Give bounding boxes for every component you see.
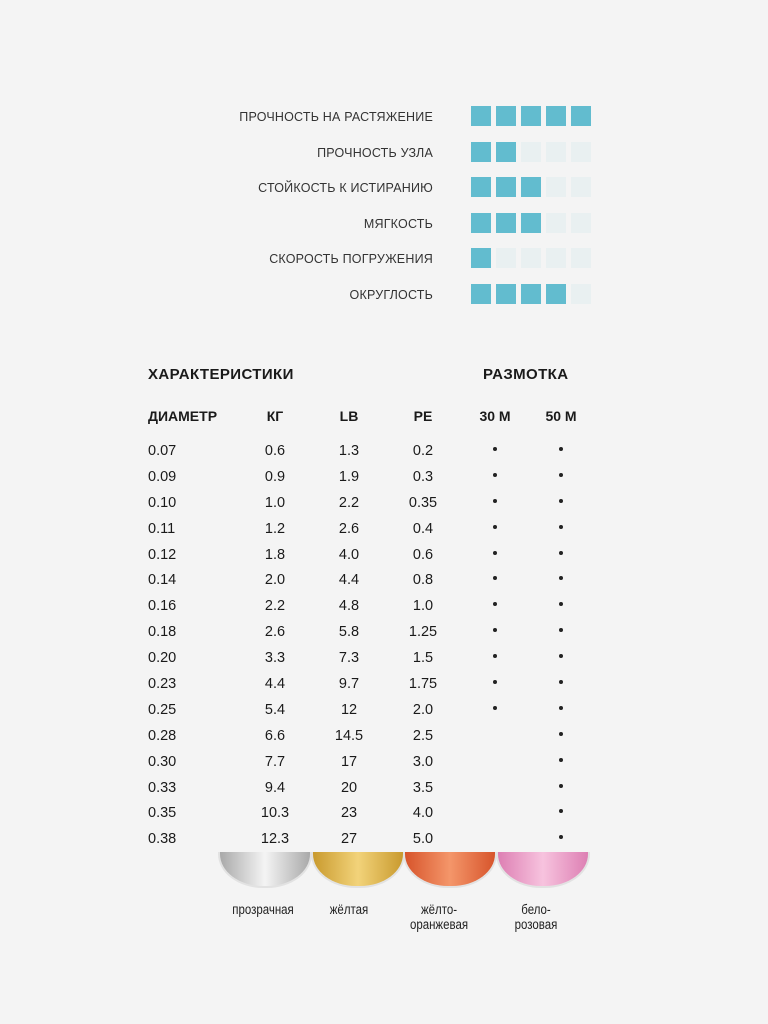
cell-lb-text: 17 (340, 753, 358, 770)
rating-squares (471, 284, 591, 304)
cell-pe-text: 1.75 (408, 676, 438, 693)
table-row (0, 622, 768, 648)
rating-square-empty (571, 142, 591, 162)
cell-lb-text: 20 (340, 779, 358, 796)
rating-row (0, 240, 768, 276)
cell-diameter: 0.38 (148, 831, 177, 848)
cell-kg-text: 10.3 (260, 805, 290, 822)
cell-kg-text: 5.4 (264, 701, 286, 718)
available-30m-dot (493, 551, 497, 555)
cell-kg-text: 1.2 (264, 520, 286, 537)
cell-kg-text: 1.0 (264, 494, 286, 511)
cell-pe-text: 0.2 (412, 443, 434, 459)
cell-diameter: 0.20 (148, 650, 177, 667)
table-row (0, 803, 768, 829)
ratings-panel (0, 98, 768, 311)
rating-square-filled (471, 213, 491, 233)
rating-square-filled (496, 106, 516, 126)
cell-diameter: 0.33 (148, 779, 177, 796)
spool-clear-swatch (218, 852, 312, 888)
cell-lb-text: 5.8 (338, 624, 360, 641)
cell-kg-text: 0.6 (264, 443, 286, 459)
cell-kg-text: 3.3 (264, 650, 286, 667)
table-row (0, 493, 768, 519)
available-50m-dot (559, 809, 563, 813)
spool-yellow-orange-swatch (403, 852, 497, 888)
cell-kg-text: 9.4 (264, 779, 286, 796)
rating-square-empty (546, 142, 566, 162)
cell-pe-text: 0.6 (412, 546, 434, 563)
cell-diameter: 0.35 (148, 805, 177, 822)
rating-label: СТОЙКОСТЬ К ИСТИРАНИЮ (258, 181, 433, 195)
cell-pe-text: 4.0 (412, 805, 434, 822)
cell-lb-text: 7.3 (338, 650, 360, 667)
rating-square-filled (571, 106, 591, 126)
rating-square-empty (546, 213, 566, 233)
rating-square-empty (571, 213, 591, 233)
rating-label: ОКРУГЛОСТЬ (349, 287, 433, 302)
cell-pe-text: 1.5 (412, 650, 434, 667)
available-30m-dot (493, 680, 497, 684)
rating-square-filled (521, 106, 541, 126)
table-row (0, 700, 768, 726)
cell-kg-text: 4.4 (264, 676, 286, 693)
rating-squares (471, 177, 591, 197)
cell-lb-text: 4.4 (338, 572, 360, 589)
available-50m-dot (559, 758, 563, 762)
spec-table (0, 441, 768, 855)
available-50m-dot (559, 473, 563, 477)
table-row (0, 519, 768, 545)
available-30m-dot (493, 654, 497, 658)
rating-square-filled (471, 284, 491, 304)
table-row (0, 752, 768, 778)
cell-diameter: 0.10 (148, 494, 177, 511)
available-30m-dot (493, 602, 497, 606)
rating-square-filled (546, 284, 566, 304)
rating-squares (471, 248, 591, 268)
col-header-50m-text: 50 М (545, 408, 577, 424)
available-50m-dot (559, 551, 563, 555)
available-30m-dot (493, 628, 497, 632)
cell-lb-text: 2.6 (338, 520, 360, 537)
available-50m-dot (559, 706, 563, 710)
cell-pe-text: 0.4 (412, 520, 434, 537)
cell-diameter: 0.14 (148, 572, 177, 589)
rating-row (0, 205, 768, 241)
cell-lb-text: 12 (340, 701, 358, 718)
cell-pe-text: 2.0 (412, 701, 434, 718)
rating-square-empty (571, 177, 591, 197)
col-header-diameter: ДИАМЕТР (148, 408, 218, 424)
rating-squares (471, 213, 591, 233)
spool-length-title: РАЗМОТКА (483, 366, 569, 383)
available-50m-dot (559, 499, 563, 503)
specs-title: ХАРАКТЕРИСТИКИ (148, 366, 294, 383)
spool-yellow-swatch (311, 852, 405, 888)
cell-diameter: 0.11 (148, 520, 176, 537)
col-header-lb-text: LB (339, 408, 359, 424)
table-row (0, 467, 768, 493)
available-30m-dot (493, 473, 497, 477)
cell-lb-text: 4.8 (338, 598, 360, 615)
rating-square-filled (496, 213, 516, 233)
table-row (0, 570, 768, 596)
cell-lb-text: 4.0 (338, 546, 360, 563)
cell-diameter: 0.28 (148, 727, 177, 744)
available-50m-dot (559, 576, 563, 580)
cell-diameter: 0.09 (148, 468, 177, 485)
rating-square-filled (521, 213, 541, 233)
cell-diameter: 0.30 (148, 753, 177, 770)
available-30m-dot (493, 525, 497, 529)
table-row (0, 441, 768, 467)
cell-pe-text: 0.8 (412, 572, 434, 589)
cell-kg-text: 7.7 (264, 753, 286, 770)
available-50m-dot (559, 628, 563, 632)
spool-label-white-pink: бело- розовая (514, 902, 558, 932)
cell-lb-text: 1.9 (338, 468, 360, 485)
rating-label: СКОРОСТЬ ПОГРУЖЕНИЯ (269, 252, 433, 266)
rating-square-filled (471, 142, 491, 162)
table-row (0, 726, 768, 752)
cell-lb-text: 9.7 (338, 676, 360, 693)
table-row (0, 778, 768, 804)
cell-kg-text: 0.9 (264, 468, 286, 485)
spool-white-pink-swatch (496, 852, 590, 888)
cell-pe-text: 3.0 (412, 753, 434, 770)
available-30m-dot (493, 447, 497, 451)
rating-square-filled (471, 177, 491, 197)
cell-diameter: 0.23 (148, 676, 177, 693)
rating-square-empty (521, 142, 541, 162)
cell-diameter: 0.25 (148, 701, 177, 718)
cell-kg-text: 6.6 (264, 727, 286, 744)
rating-row (0, 98, 768, 134)
available-30m-dot (493, 576, 497, 580)
rating-square-filled (521, 284, 541, 304)
rating-square-filled (546, 106, 566, 126)
cell-lb-text: 27 (340, 831, 358, 848)
available-30m-dot (493, 499, 497, 503)
cell-kg-text: 2.6 (264, 624, 286, 641)
cell-pe-text: 3.5 (412, 779, 434, 796)
cell-kg-text: 2.2 (264, 598, 286, 615)
spool-label-yellow: жёлтая (329, 902, 369, 917)
cell-kg-text: 12.3 (260, 831, 290, 848)
cell-diameter: 0.16 (148, 598, 177, 615)
spool-label-yellow-orange: жёлто- оранжевая (409, 902, 469, 932)
rating-square-filled (471, 106, 491, 126)
rating-square-empty (521, 248, 541, 268)
cell-pe-text: 1.25 (408, 624, 438, 641)
cell-pe-text: 0.3 (412, 468, 434, 485)
rating-row (0, 134, 768, 170)
rating-square-filled (496, 284, 516, 304)
cell-lb-text: 23 (340, 805, 358, 822)
cell-pe-text: 2.5 (412, 727, 434, 744)
rating-square-filled (521, 177, 541, 197)
cell-pe-text: 0.35 (408, 494, 438, 511)
col-header-30m-text: 30 М (479, 408, 511, 424)
rating-square-empty (496, 248, 516, 268)
rating-square-empty (546, 177, 566, 197)
cell-pe-text: 5.0 (412, 831, 434, 848)
rating-label: ПРОЧНОСТЬ НА РАСТЯЖЕНИЕ (239, 110, 433, 124)
cell-diameter: 0.07 (148, 443, 177, 459)
table-row (0, 648, 768, 674)
cell-kg-text: 1.8 (264, 546, 286, 563)
rating-square-filled (471, 248, 491, 268)
cell-kg-text: 2.0 (264, 572, 286, 589)
available-50m-dot (559, 732, 563, 736)
available-50m-dot (559, 525, 563, 529)
table-row (0, 674, 768, 700)
cell-diameter: 0.12 (148, 546, 177, 563)
rating-label: МЯГКОСТЬ (363, 216, 433, 231)
cell-lb-text: 14.5 (334, 727, 364, 744)
rating-square-empty (546, 248, 566, 268)
rating-squares (471, 142, 591, 162)
col-header-kg-text: КГ (266, 408, 284, 424)
available-50m-dot (559, 447, 563, 451)
cell-diameter: 0.18 (148, 624, 177, 641)
available-50m-dot (559, 680, 563, 684)
available-50m-dot (559, 654, 563, 658)
spool-label-clear: прозрачная (232, 902, 294, 917)
rating-square-empty (571, 248, 591, 268)
col-header-pe-text: PE (413, 408, 433, 424)
available-50m-dot (559, 784, 563, 788)
rating-square-filled (496, 177, 516, 197)
rating-row (0, 276, 768, 312)
available-50m-dot (559, 835, 563, 839)
table-row (0, 596, 768, 622)
available-50m-dot (559, 602, 563, 606)
rating-square-filled (496, 142, 516, 162)
rating-square-empty (571, 284, 591, 304)
rating-squares (471, 106, 591, 126)
cell-lb-text: 2.2 (338, 494, 360, 511)
cell-lb-text: 1.3 (338, 443, 360, 459)
rating-label: ПРОЧНОСТЬ УЗЛА (317, 145, 433, 160)
cell-pe-text: 1.0 (412, 598, 434, 615)
available-30m-dot (493, 706, 497, 710)
rating-row (0, 169, 768, 205)
table-row (0, 545, 768, 571)
